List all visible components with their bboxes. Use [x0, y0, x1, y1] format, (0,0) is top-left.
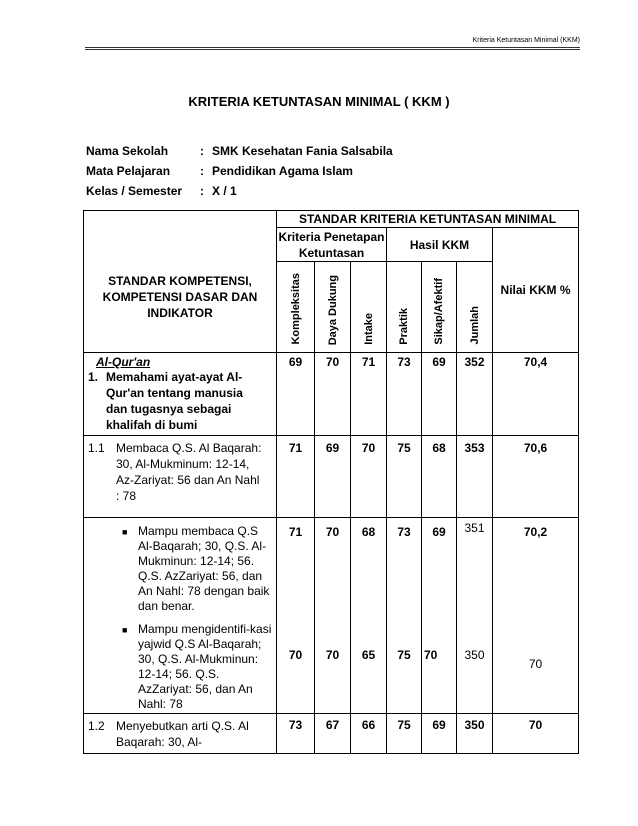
sk-item: [84, 369, 276, 433]
running-header: Kriteria Ketuntasan Minimal (KKM): [472, 37, 580, 44]
indikator-text: Mampu mengidentifi-kasi yajwid Q.S Al-Baqarah; 30, Q.S. Al-Mukminun: 12-14; 56. Q.S. AzZariyat: 56, dan An Nahl: 78: [138, 622, 272, 711]
value-cell: 69: [422, 353, 457, 436]
col-main-header-text: STANDAR KOMPETENSI, KOMPETENSI DASAR DAN INDIKATOR: [102, 273, 258, 320]
value-text: 70: [325, 525, 340, 539]
value-cell: 69: [277, 353, 315, 436]
col-main-header: [84, 211, 277, 353]
value-text: 351: [464, 521, 485, 535]
kd-item: [84, 440, 276, 504]
value-text: 70: [528, 657, 543, 671]
kd-number: 1.1: [88, 441, 105, 455]
value-cell: 69: [422, 714, 457, 754]
sub-header-result: Hasil KKM: [387, 228, 493, 262]
col-header-jumlah: [457, 262, 493, 353]
header-rule: [85, 47, 580, 51]
info-label: Nama Sekolah: [86, 144, 169, 158]
value-text: 70: [288, 648, 303, 662]
value-cell: 350: [457, 714, 493, 754]
value-text: 73: [397, 525, 411, 539]
value-cell: 75: [387, 436, 422, 518]
info-value: Pendidikan Agama Islam: [212, 164, 353, 178]
info-subject: Mata Pelajaran : Pendidikan Agama Islam: [86, 164, 353, 178]
group-header: STANDAR KRITERIA KETUNTASAN MINIMAL: [277, 211, 579, 228]
section-title: Al-Qur'an: [96, 355, 151, 369]
value-col-nilai: [493, 518, 579, 714]
col-header-praktik: [387, 262, 422, 353]
kd-item: [84, 718, 276, 750]
kd-text: Menyebutkan arti Q.S. Al Baqarah: 30, Al-: [116, 719, 249, 749]
value-cell: 70: [315, 353, 351, 436]
col-header-text: Sikap/Afektif: [433, 278, 445, 345]
col-header-text: Jumlah: [468, 306, 481, 345]
value-cell: 73: [387, 353, 422, 436]
kd-text: Membaca Q.S. Al Baqarah: 30, Al-Mukminum: 12-14, Az-Zariyat: 56 dan An Nahl : 78: [116, 441, 262, 503]
value-cell: 73: [277, 714, 315, 754]
value-col-sikap: [422, 518, 457, 714]
value-cell: 70: [493, 714, 579, 754]
info-label: Kelas / Semester: [86, 184, 183, 198]
col-header-kompleksitas: [277, 262, 315, 353]
value-cell: 70: [351, 436, 387, 518]
value-cell: 66: [351, 714, 387, 754]
value-cell: 68: [422, 436, 457, 518]
col-header-text: Praktik: [398, 308, 410, 345]
value-col-jumlah: [457, 518, 493, 714]
value-col-intake: [351, 518, 387, 714]
info-value: SMK Kesehatan Fania Salsabila: [212, 144, 393, 158]
value-cell: 70,6: [493, 436, 579, 518]
info-class: Kelas / Semester : X / 1: [86, 184, 237, 198]
kd-number: 1.2: [88, 719, 105, 733]
table-row-indikator: [84, 518, 579, 714]
bullet-icon: ■: [122, 527, 128, 537]
col-header-text: Kompleksitas: [289, 273, 302, 345]
col-header-sikap: [422, 262, 457, 353]
table-row-sk: [84, 353, 579, 436]
info-value: X / 1: [212, 184, 237, 198]
value-col-daya-dukung: [315, 518, 351, 714]
col-header-text: Daya Dukung: [326, 274, 339, 345]
value-cell: 69: [315, 436, 351, 518]
col-header-intake: [351, 262, 387, 353]
col-header-daya-dukung: [315, 262, 351, 353]
kkm-table: [83, 210, 579, 754]
info-school: Nama Sekolah : SMK Kesehatan Fania Salsabila: [86, 144, 393, 158]
value-text: 70,2: [523, 525, 548, 539]
value-text: 68: [361, 525, 376, 539]
kd1-cell: [84, 436, 277, 518]
value-text: 65: [361, 648, 376, 662]
col-header-text: Intake: [362, 313, 375, 345]
bullet-icon: ■: [122, 625, 128, 635]
value-text: 69: [432, 525, 446, 539]
value-cell: 67: [315, 714, 351, 754]
info-label: Mata Pelajaran: [86, 164, 171, 178]
value-text: 350: [464, 648, 485, 662]
value-cell: 352: [457, 353, 493, 436]
kd2-cell: [84, 714, 277, 754]
value-cell: 71: [277, 436, 315, 518]
indikator-cell: [84, 518, 277, 714]
sub-header-criteria: Kriteria Penetapan Ketuntasan: [277, 228, 387, 262]
sk-number: 1.: [88, 370, 99, 384]
indikator-text: Mampu membaca Q.S Al-Baqarah; 30, Q.S. Al-Mukminun: 12-14; 56. Q.S. AzZariyat: 56, dan An Nahl: 78 dengan baik dan benar.: [138, 524, 270, 613]
value-col-kompleksitas: [277, 518, 315, 714]
value-cell: 70,4: [493, 353, 579, 436]
indikator-item-2: [122, 622, 276, 712]
value-text: 70: [424, 648, 438, 662]
value-text: 75: [397, 648, 411, 662]
value-col-praktik: [387, 518, 422, 714]
value-cell: 353: [457, 436, 493, 518]
sk-text: Memahami ayat-ayat Al-Qur'an tentang manusia dan tugasnya sebagai khalifah di bumi: [106, 370, 243, 432]
table-row-kd2: [84, 714, 579, 754]
table-row-kd1: [84, 436, 579, 518]
col-nilai-header: Nilai KKM %: [493, 228, 579, 353]
indikator-item-1: [122, 524, 276, 614]
value-text: 71: [288, 525, 303, 539]
value-cell: 75: [387, 714, 422, 754]
sk-cell: [84, 353, 277, 436]
value-text: 70: [325, 648, 340, 662]
value-cell: 71: [351, 353, 387, 436]
document-title: KRITERIA KETUNTASAN MINIMAL ( KKM ): [188, 94, 450, 109]
